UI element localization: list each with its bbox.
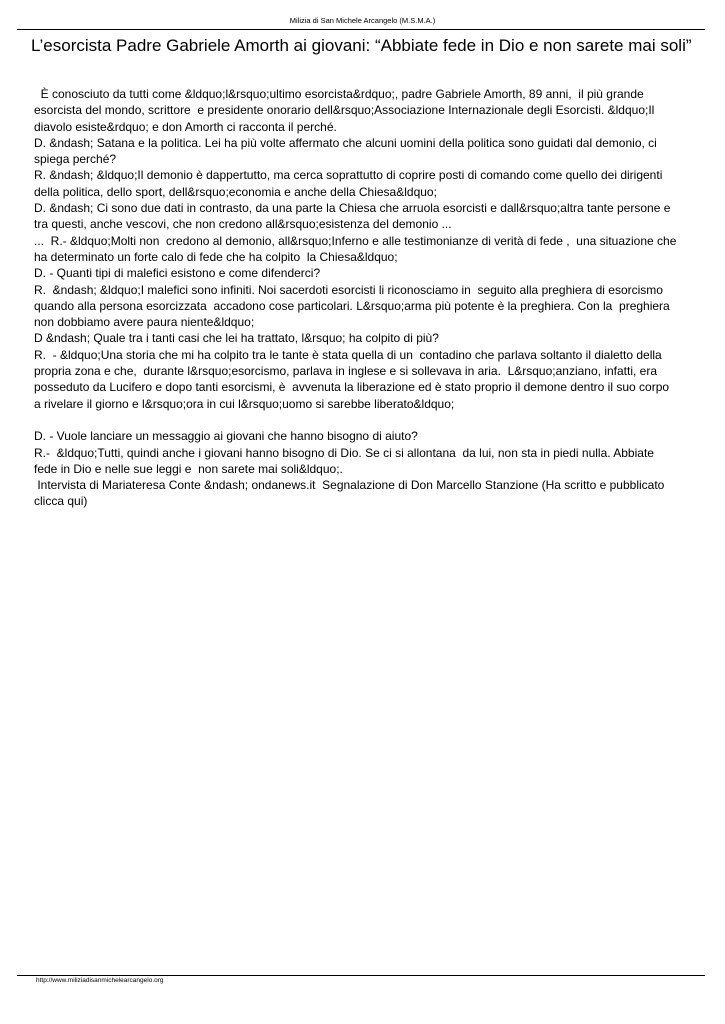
body-line: non dobbiamo avere paura niente&ldquo; [34,315,255,330]
article-title: L’esorcista Padre Gabriele Amorth ai giovani: “Abbiate fede in Dio e non sarete mai soli” [31,36,692,55]
body-line: D. &ndash; Satana e la politica. Lei ha più volte affermato che alcuni uomini della politica sono guidati dal demonio, ci [34,135,657,150]
body-line: posseduto da Lucifero e dopo tanti esorcismi, è avvenuta la liberazione ed è stato proprio il demone dentro il suo corpo [34,380,670,395]
body-line: a rivelare il giorno e l&rsquo;ora in cui l&rsquo;uomo si sarebbe liberato&ldquo; [34,396,455,411]
blank-line [34,412,714,428]
body-line: R.- &ldquo;Tutti, quindi anche i giovani hanno bisogno di Dio. Se ci si allontana da lui, non sta in piedi nulla. Abbiate [34,445,654,460]
body-line: R. &ndash; &ldquo;I malefici sono infiniti. Noi sacerdoti esorcisti li riconosciamo in seguito alla preghiera di esorcismo [34,282,663,297]
body-line: R. - &ldquo;Una storia che mi ha colpito tra le tante è stata quella di un contadino che parlava soltanto il dialetto della [34,347,662,362]
article-body [34,86,714,510]
page-header-source: Milizia di San Michele Arcangelo (M.S.M.A.) [289,16,436,25]
body-line: quando alla persona esorcizzata accadono cose particolari. L&rsquo;arma più potente è la preghiera. Con la preghiera [34,298,670,313]
body-line: ha determinato un forte calo di fede che ha colpito la Chiesa&ldquo; [34,249,398,264]
body-line: spiega perché? [34,152,117,167]
body-line: R. &ndash; &ldquo;Il demonio è dappertutto, ma cerca soprattutto di coprire posti di comando come quello dei dirigenti [34,168,663,183]
body-line: diavolo esiste&rdquo; e don Amorth ci racconta il perché. [34,119,337,134]
body-line: D. - Quanti tipi di malefici esistono e come difenderci? [34,266,321,281]
body-line: fede in Dio e nelle sue leggi e non sarete mai soli&ldquo;. [34,461,343,476]
footer-divider [17,975,705,976]
body-line: Intervista di Mariateresa Conte &ndash; ondanews.it Segnalazione di Don Marcello Stanzione (Ha scritto e pubblicato [34,478,665,493]
body-line: D &ndash; Quale tra i tanti casi che lei ha trattato, l&rsquo; ha colpito di più? [34,331,439,346]
body-line: D. &ndash; Ci sono due dati in contrasto, da una parte la Chiesa che arruola esorcisti e dall&rsquo;altra tante persone e [34,201,671,216]
body-line: D. - Vuole lanciare un messaggio ai giovani che hanno bisogno di aiuto? [34,429,418,444]
body-line: È conosciuto da tutti come &ldquo;l&rsquo;ultimo esorcista&rdquo;, padre Gabriele Amorth, 89 anni, il più grande [34,87,644,101]
header-divider [17,29,705,30]
body-line: tra questi, anche vescovi, che non credono all&rsquo;esistenza del demonio ... [34,217,452,232]
body-line: clicca qui) [34,494,88,509]
body-line: esorcista del mondo, scrittore e presidente onorario dell&rsquo;Associazione Internazionale degli Esorcisti. &ldquo;Il [34,103,655,118]
body-line: della politica, dello sport, dell&rsquo;economia e anche della Chiesa&ldquo; [34,184,437,199]
body-line: ... R.- &ldquo;Molti non credono al demonio, all&rsquo;Inferno e alle testimonianze di verità di fede , una situazione che [34,233,677,248]
body-line: propria zona e che, durante l&rsquo;esorcismo, parlava in inglese e si sollevava in aria. L&rsquo;anziano, infatti, era [34,364,658,379]
footer-url: http://www.miliziadisanmichelearcangelo.org [36,977,164,984]
